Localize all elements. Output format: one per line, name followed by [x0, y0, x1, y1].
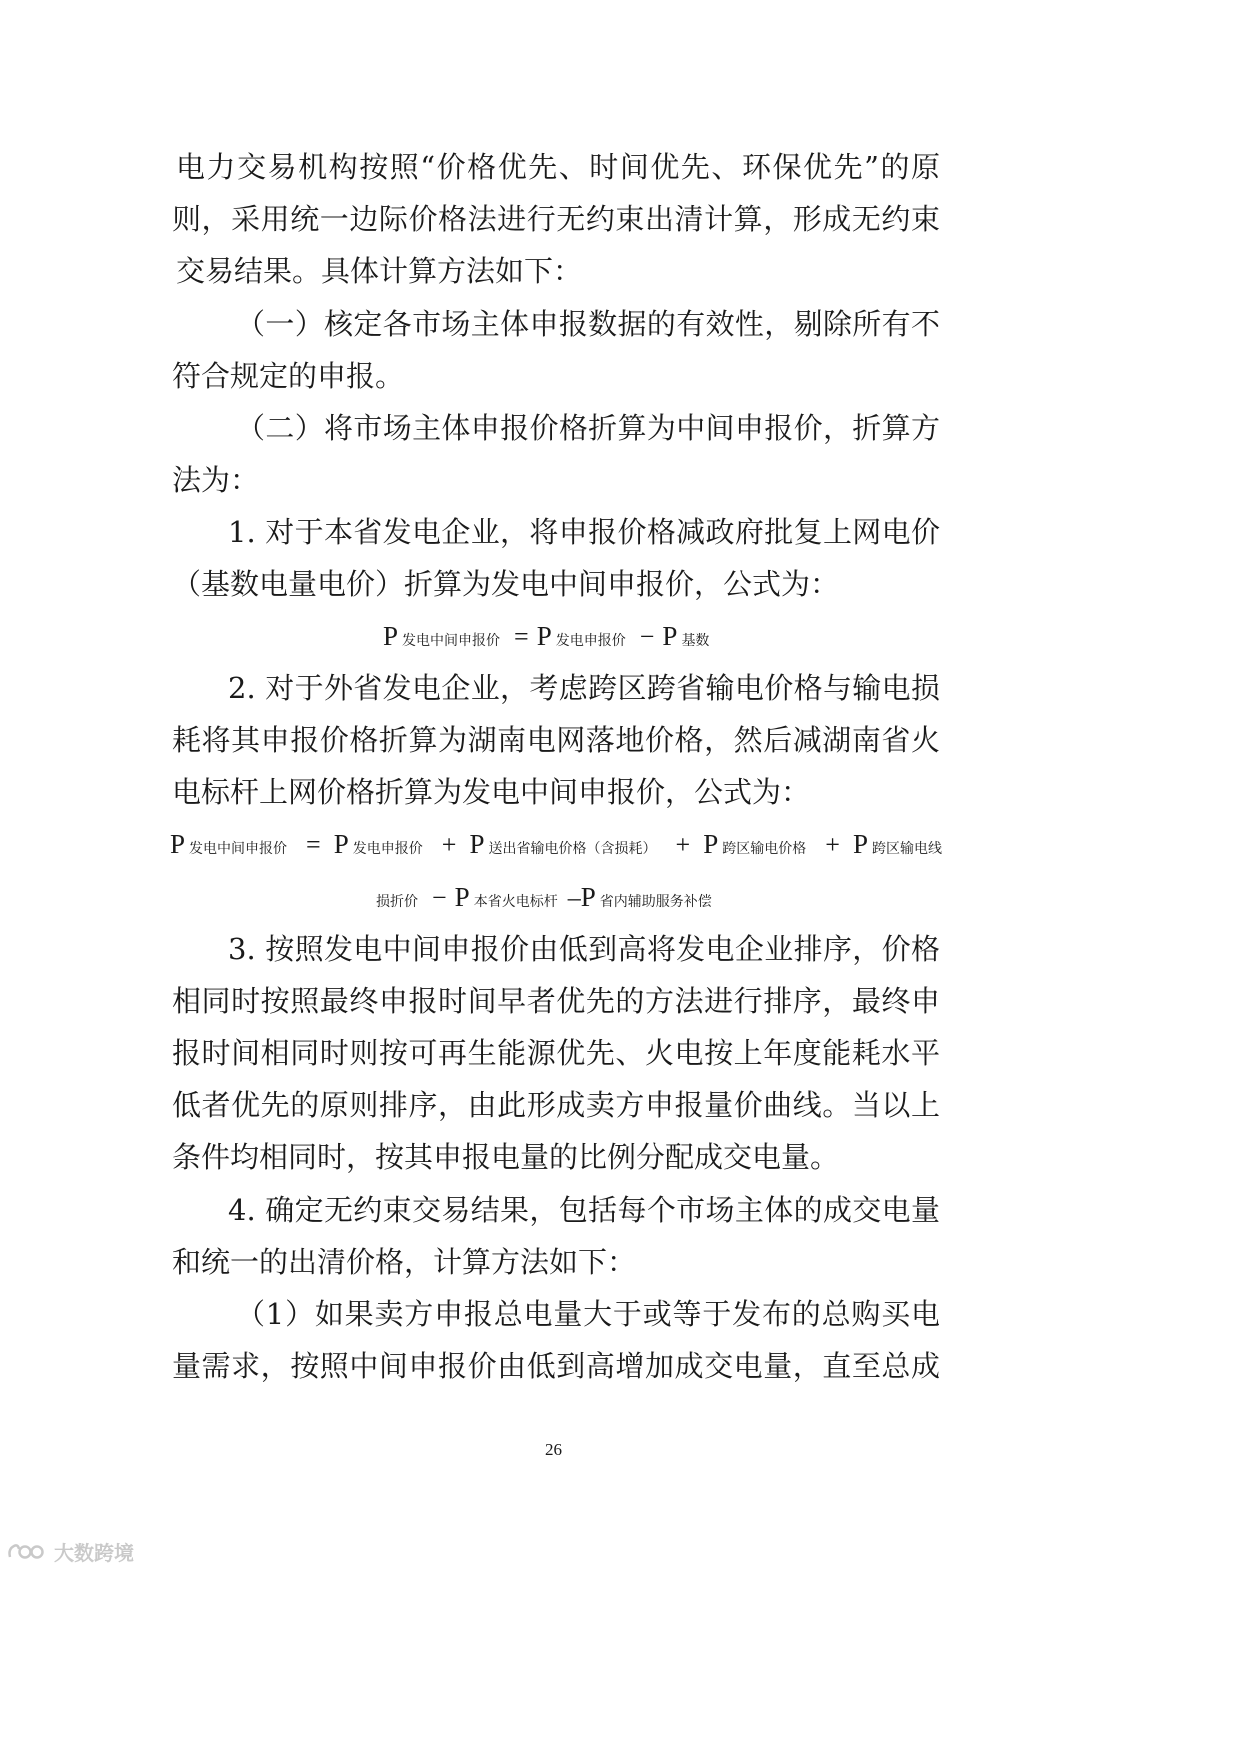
- plus-sign: +: [825, 830, 840, 859]
- watermark: [6, 1540, 134, 1565]
- formula-subscript: 跨区输电线: [871, 841, 942, 857]
- formula-subscript: 本省火电标杆: [473, 894, 558, 910]
- formula-subscript: 发电申报价: [555, 633, 626, 649]
- formula-symbol: P: [454, 882, 470, 912]
- plus-sign: +: [675, 830, 691, 859]
- text-line: （二）将市场主体申报价格折算为中间申报价，折算方: [236, 411, 940, 445]
- formula-symbol: P: [383, 621, 399, 651]
- formula-symbol: P: [469, 829, 485, 859]
- formula-subscript: 送出省输电价格（含损耗）: [488, 841, 657, 857]
- formula-subscript: 发电中间申报价: [189, 841, 288, 857]
- watermark-text: 大数跨境: [54, 1540, 134, 1565]
- text-line: 耗将其申报价格折算为湖南电网落地价格，然后减湖南省火: [172, 723, 940, 757]
- formula-symbol: P: [662, 621, 678, 651]
- text-line: 电标杆上网价格折算为发电中间申报价，公式为：: [172, 775, 811, 809]
- text-line: 法为：: [172, 463, 260, 497]
- text-line: 相同时按照最终申报时间早者优先的方法进行排序，最终申: [172, 984, 940, 1018]
- text-line: 1. 对于本省发电企业，将申报价格减政府批复上网电价: [228, 515, 940, 549]
- formula-symbol: P: [333, 829, 349, 859]
- formula-symbol: P: [170, 829, 186, 859]
- formula-symbol: P: [580, 882, 596, 912]
- equals-sign: =: [306, 830, 321, 859]
- formula-subscript: 发电申报价: [352, 841, 423, 857]
- text-line: 和统一的出清价格，计算方法如下：: [172, 1245, 637, 1279]
- text-line: 低者优先的原则排序，由此形成卖方申报量价曲线。当以上: [172, 1088, 940, 1122]
- formula-2-line-2: [376, 884, 718, 911]
- minus-sign: −: [432, 883, 447, 912]
- minus-sign: –: [567, 883, 581, 912]
- formula-subscript: 省内辅助服务补偿: [599, 894, 712, 910]
- plus-sign: +: [441, 830, 457, 859]
- text-line: 3. 按照发电中间申报价由低到高将发电企业排序，价格: [228, 932, 940, 966]
- text-line: （基数电量电价）折算为发电中间申报价，公式为：: [172, 567, 840, 601]
- formula-2-line-1: [170, 831, 942, 858]
- formula-1: [383, 623, 715, 650]
- text-line: 条件均相同时，按其申报电量的比例分配成交电量。: [172, 1140, 840, 1174]
- text-line: （一）核定各市场主体申报数据的有效性，剔除所有不: [236, 307, 940, 341]
- logo-icon: [6, 1541, 48, 1561]
- text-line: 2. 对于外省发电企业，考虑跨区跨省输电价格与输电损: [228, 671, 940, 705]
- text-line: 4. 确定无约束交易结果，包括每个市场主体的成交电量: [228, 1193, 940, 1227]
- text-line: 量需求，按照中间申报价由低到高增加成交电量，直至总成: [172, 1349, 940, 1383]
- formula-symbol: P: [852, 829, 868, 859]
- text-line: 电力交易机构按照“价格优先、时间优先、环保优先”的原: [176, 150, 940, 184]
- formula-subscript: 跨区输电价格: [722, 841, 807, 857]
- formula-symbol: P: [536, 621, 552, 651]
- text-line: 则，采用统一边际价格法进行无约束出清计算，形成无约束: [172, 202, 940, 236]
- equals-sign: =: [514, 622, 529, 651]
- formula-subscript: 损折价: [376, 894, 418, 910]
- formula-subscript: 发电中间申报价: [402, 633, 501, 649]
- text-line: 交易结果。具体计算方法如下：: [176, 254, 583, 288]
- minus-sign: −: [639, 622, 655, 651]
- formula-symbol: P: [703, 829, 719, 859]
- text-line: 报时间相同时则按可再生能源优先、火电按上年度能耗水平: [172, 1036, 940, 1070]
- text-line: （1）如果卖方申报总电量大于或等于发布的总购买电: [236, 1297, 940, 1331]
- formula-subscript: 基数: [681, 633, 710, 649]
- text-line: 符合规定的申报。: [172, 359, 405, 393]
- page-number: 26: [545, 1440, 562, 1459]
